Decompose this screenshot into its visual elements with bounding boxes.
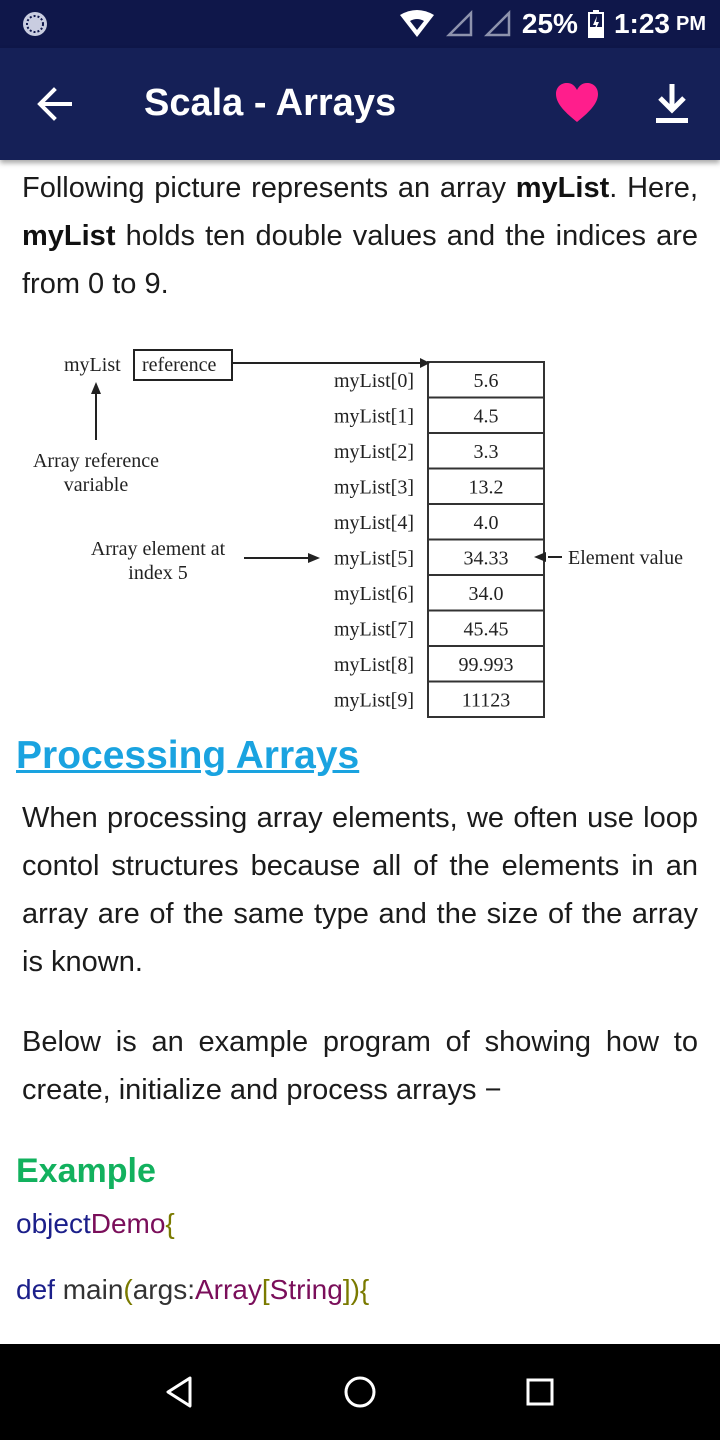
ref-variable-label-2: variable: [63, 474, 129, 496]
processing-paragraph: When processing array elements, we often use loop contol structures because all of the elements in an array are of the same type and the size of the array is known.: [22, 802, 698, 978]
clock: 1:23: [613, 8, 670, 39]
code-keyword: object: [16, 1208, 91, 1239]
code-elem-type: String: [269, 1274, 343, 1305]
code-type: Array: [194, 1274, 262, 1305]
array-index-label: myList[3]: [334, 476, 414, 499]
status-right: [398, 0, 706, 48]
download-icon[interactable]: [648, 78, 696, 128]
array-value-cell: 3.3: [473, 441, 499, 463]
sync-icon: [22, 11, 48, 37]
intro-bold-1: myList: [515, 172, 610, 204]
array-value-cell: 5.6: [473, 370, 499, 392]
code-arg: args:: [132, 1274, 195, 1305]
example-heading: Example: [16, 1152, 156, 1190]
array-index-label: myList[9]: [334, 689, 414, 712]
array-rows: [334, 370, 544, 712]
array-value-cell: 11123: [461, 689, 511, 712]
intro-text-1: Following picture represents an array: [22, 172, 516, 204]
array-value-cell: 13.2: [468, 476, 504, 499]
code-bracket: [: [261, 1274, 270, 1305]
battery-percent: 25%: [521, 8, 578, 39]
heart-icon[interactable]: [552, 78, 602, 128]
recents-square-icon[interactable]: [516, 1368, 564, 1416]
array-index-label: myList[1]: [334, 405, 414, 428]
array-index-label: myList[5]: [334, 547, 414, 570]
article-content: [0, 160, 720, 1344]
back-triangle-icon[interactable]: [156, 1368, 204, 1416]
signal-icon: [446, 10, 474, 38]
signal-icon-2: [484, 10, 512, 38]
array-index-label: myList[7]: [334, 618, 414, 641]
intro-paragraph: [22, 164, 698, 308]
reference-label: reference: [142, 354, 217, 376]
ref-variable-label-1: Array reference: [32, 450, 160, 472]
array-value-cell: 45.45: [463, 618, 509, 641]
array-index-label: myList[8]: [334, 654, 414, 676]
array-diagram: [0, 340, 720, 720]
array-index-label: myList[4]: [334, 512, 414, 534]
app-bar: [0, 48, 720, 160]
code-keyword: def: [16, 1274, 55, 1305]
intro-bold-2: myList: [22, 220, 116, 252]
code-object-name: Demo: [90, 1208, 166, 1239]
array-index-label: myList[6]: [334, 583, 414, 605]
navigation-bar: [0, 1344, 720, 1440]
array-value-cell: 99.993: [458, 654, 514, 676]
array-value-cell: 34.0: [468, 583, 504, 605]
array-value-cell: 4.5: [473, 405, 499, 428]
status-bar: [0, 0, 720, 48]
array-value-cell: 4.0: [473, 512, 499, 534]
clock-ampm: PM: [676, 12, 706, 35]
code-brace: {: [165, 1208, 175, 1239]
element-value-label: Element value: [568, 547, 683, 569]
page-title: Scala - Arrays: [144, 82, 397, 124]
intro-text-3: holds ten double values and the indices are from 0 to 9.: [22, 220, 698, 300]
array-index-label: myList[2]: [334, 441, 414, 463]
section-heading-processing[interactable]: Processing Arrays: [16, 734, 360, 777]
code-paren-brace: ){: [350, 1274, 370, 1305]
home-circle-icon[interactable]: [336, 1368, 384, 1416]
array-value-cell: 34.33: [463, 547, 509, 570]
code-line-1: [16, 1208, 175, 1240]
battery-charging-icon: [588, 10, 604, 38]
back-arrow-icon[interactable]: [28, 76, 84, 132]
element-at-label-1: Array element at: [90, 538, 226, 560]
intro-text-2: . Here,: [609, 172, 698, 204]
code-bracket: ]: [342, 1274, 351, 1305]
array-index-label: myList[0]: [334, 370, 414, 392]
element-at-label-2: index 5: [128, 562, 188, 584]
code-line-2: [16, 1274, 369, 1306]
var-name-label: myList: [64, 354, 121, 376]
code-paren: (: [123, 1274, 133, 1305]
example-intro-paragraph: Below is an example program of showing how to create, initialize and process arrays −: [22, 1026, 698, 1106]
code-method-name: main: [54, 1274, 124, 1305]
wifi-icon: [398, 9, 436, 39]
